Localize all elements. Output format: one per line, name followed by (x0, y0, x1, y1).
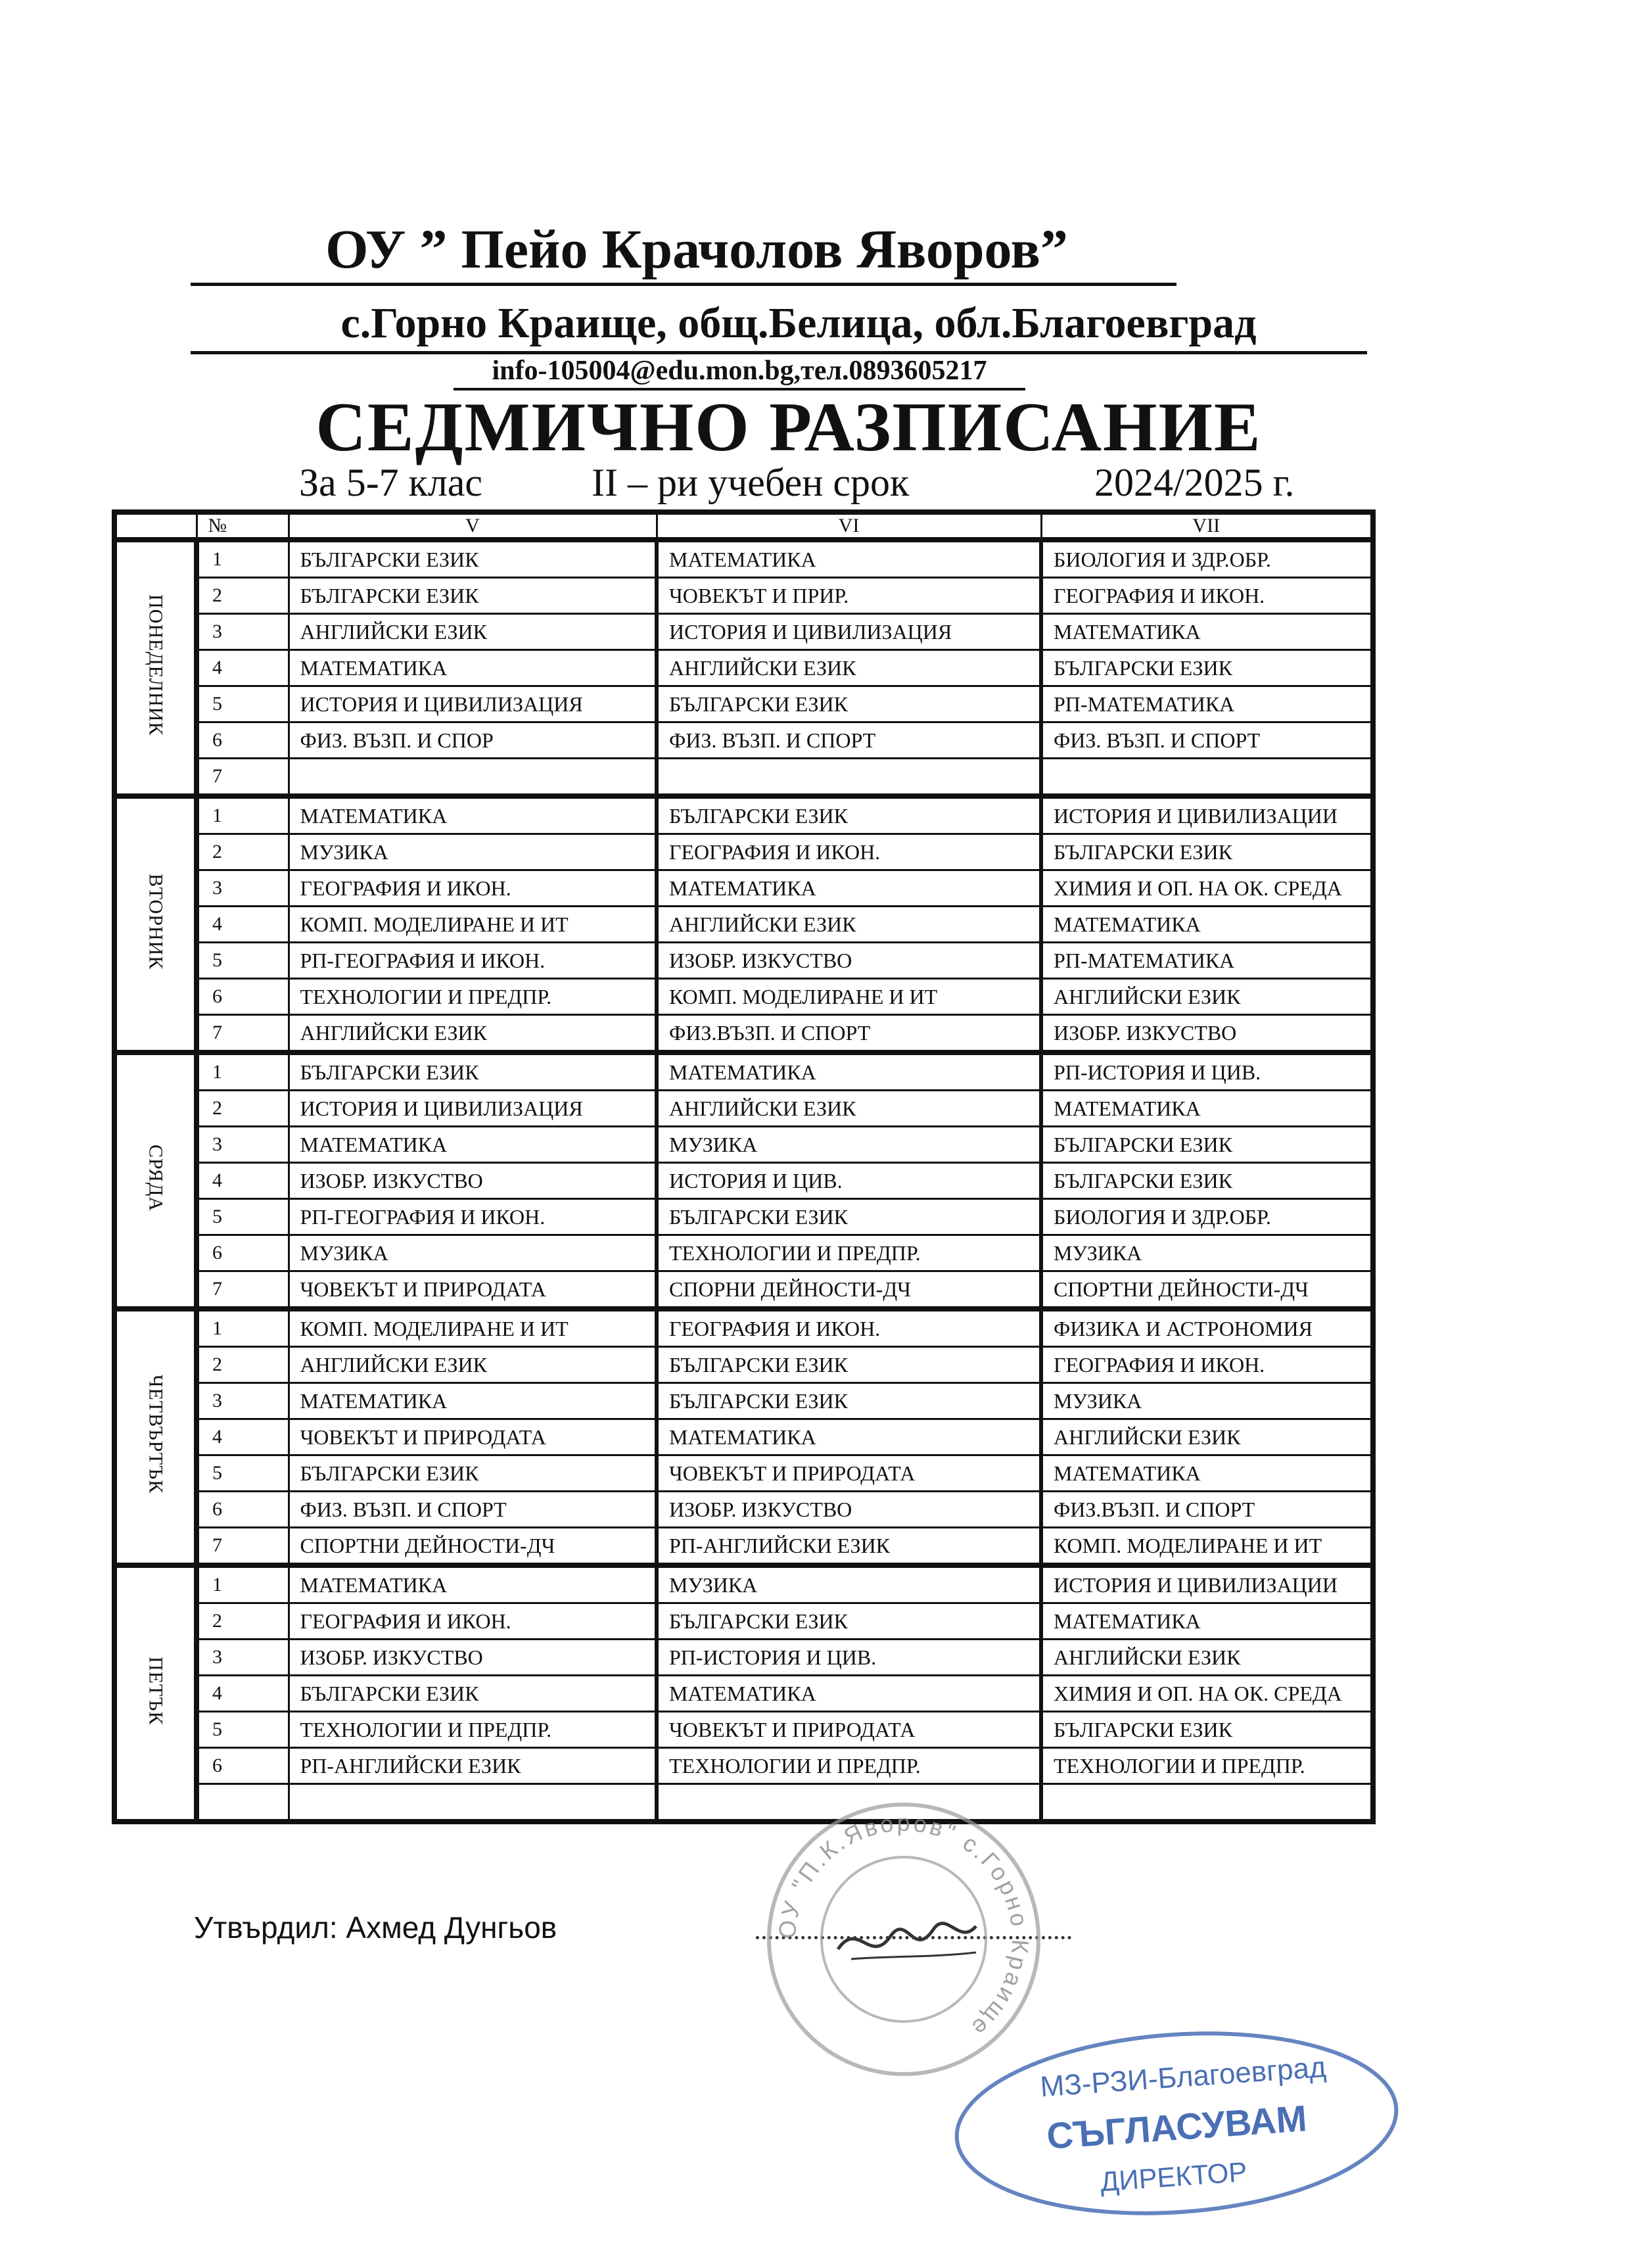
subject-grade-6: ЧОВЕКЪТ И ПРИР. (657, 578, 1041, 614)
subject-grade-7: МУЗИКА (1041, 1235, 1373, 1271)
table-row (114, 1603, 1373, 1640)
subject-grade-7: ХИМИЯ И ОП. НА ОК. СРЕДА (1041, 1676, 1373, 1712)
table-row (114, 722, 1373, 759)
subject-grade-7: АНГЛИЙСКИ ЕЗИК (1041, 979, 1373, 1015)
subject-grade-6: БЪЛГАРСКИ ЕЗИК (657, 796, 1041, 834)
table-row (114, 979, 1373, 1015)
subject-grade-6: МАТЕМАТИКА (657, 540, 1041, 578)
table-row (114, 1015, 1373, 1053)
approved-by: Утвърдил: Ахмед Дунгьов (194, 1910, 557, 1945)
subject-grade-6: ФИЗ.ВЪЗП. И СПОРТ (657, 1015, 1041, 1053)
subject-grade-7: ГЕОГРАФИЯ И ИКОН. (1041, 578, 1373, 614)
subject-grade-7 (1041, 1784, 1373, 1822)
subject-grade-5: АНГЛИЙСКИ ЕЗИК (289, 1347, 657, 1383)
table-row (114, 1199, 1373, 1235)
subject-grade-6: СПОРНИ ДЕЙНОСТИ-ДЧ (657, 1271, 1041, 1310)
subject-grade-6: ИЗОБР. ИЗКУСТВО (657, 1492, 1041, 1528)
day-name: СРЯДА (145, 1145, 167, 1212)
subject-grade-5: МАТЕМАТИКА (289, 1127, 657, 1163)
school-contact: info-105004@edu.mon.bg,тел.0893605217 (454, 354, 1025, 390)
period-number: 5 (197, 1455, 289, 1492)
page-title: СЕДМИЧНО РАЗПИСАНИЕ (315, 389, 1262, 465)
table-row (114, 870, 1373, 907)
subject-grade-6: АНГЛИЙСКИ ЕЗИК (657, 650, 1041, 686)
table-row (114, 578, 1373, 614)
subject-grade-5 (289, 1784, 657, 1822)
column-header-grade-6: VI (657, 512, 1041, 540)
period-number: 4 (197, 1676, 289, 1712)
subject-grade-6: АНГЛИЙСКИ ЕЗИК (657, 907, 1041, 943)
subject-grade-5: МУЗИКА (289, 1235, 657, 1271)
column-header-num: № (197, 512, 289, 540)
period-number: 3 (197, 1383, 289, 1419)
approval-stamp (946, 2025, 1407, 2222)
header-row (114, 512, 1373, 540)
subject-grade-7: АНГЛИЙСКИ ЕЗИК (1041, 1640, 1373, 1676)
table-row (114, 1347, 1373, 1383)
table-row (114, 1383, 1373, 1419)
period-number: 6 (197, 1492, 289, 1528)
subject-grade-6: БЪЛГАРСКИ ЕЗИК (657, 1603, 1041, 1640)
subject-grade-6: ИЗОБР. ИЗКУСТВО (657, 943, 1041, 979)
table-row (114, 759, 1373, 797)
subject-grade-7: МАТЕМАТИКА (1041, 1603, 1373, 1640)
period-number: 4 (197, 1419, 289, 1455)
subject-grade-7: РП-МАТЕМАТИКА (1041, 943, 1373, 979)
school-name: ОУ ” Пейо Крачолов Яворов” (191, 217, 1176, 286)
subject-grade-5: ТЕХНОЛОГИИ И ПРЕДПР. (289, 1712, 657, 1748)
subject-grade-7: БИОЛОГИЯ И ЗДР.ОБР. (1041, 1199, 1373, 1235)
column-header-grade-5: V (289, 512, 657, 540)
day-header-cell (114, 512, 197, 540)
subject-grade-7: ГЕОГРАФИЯ И ИКОН. (1041, 1347, 1373, 1383)
day-label (114, 1052, 197, 1309)
subject-grade-5: БЪЛГАРСКИ ЕЗИК (289, 1676, 657, 1712)
subject-grade-6: ТЕХНОЛОГИИ И ПРЕДПР. (657, 1748, 1041, 1784)
day-group (114, 1565, 1373, 1822)
subject-grade-5: БЪЛГАРСКИ ЕЗИК (289, 578, 657, 614)
subject-grade-6 (657, 759, 1041, 797)
subject-grade-5: МАТЕМАТИКА (289, 796, 657, 834)
subject-grade-5: РП-АНГЛИЙСКИ ЕЗИК (289, 1748, 657, 1784)
table-row (114, 1784, 1373, 1822)
day-group (114, 1309, 1373, 1565)
day-group (114, 796, 1373, 1052)
period-number: 5 (197, 943, 289, 979)
column-header-grade-7: VII (1041, 512, 1373, 540)
subject-grade-7: СПОРТНИ ДЕЙНОСТИ-ДЧ (1041, 1271, 1373, 1310)
table-row (114, 907, 1373, 943)
svg-text:ОУ "П.К.Яворов" с.Горно Краище (773, 1809, 1034, 2043)
period-number: 5 (197, 1712, 289, 1748)
grade-range: За 5-7 клас (299, 461, 483, 504)
subject-grade-5: ТЕХНОЛОГИИ И ПРЕДПР. (289, 979, 657, 1015)
subject-grade-7: РП-ИСТОРИЯ И ЦИВ. (1041, 1052, 1373, 1091)
table-row (114, 1528, 1373, 1566)
subject-grade-6: РП-АНГЛИЙСКИ ЕЗИК (657, 1528, 1041, 1566)
table-row (114, 1309, 1373, 1347)
subject-grade-6: ФИЗ. ВЪЗП. И СПОРТ (657, 722, 1041, 759)
table-row (114, 943, 1373, 979)
table-row (114, 1127, 1373, 1163)
stamp-line-2: СЪГЛАСУВАМ (1045, 2097, 1309, 2157)
stamp-line-1: МЗ-РЗИ-Благоевград (1039, 2050, 1328, 2104)
school-year: 2024/2025 г. (1094, 461, 1295, 504)
school-term: II – ри учебен срок (592, 461, 910, 504)
subject-grade-7: МАТЕМАТИКА (1041, 614, 1373, 650)
period-number: 6 (197, 979, 289, 1015)
period-number: 1 (197, 796, 289, 834)
subject-grade-5: МАТЕМАТИКА (289, 1565, 657, 1603)
table-row (114, 834, 1373, 870)
subject-grade-5: БЪЛГАРСКИ ЕЗИК (289, 1455, 657, 1492)
subject-grade-7: БЪЛГАРСКИ ЕЗИК (1041, 1163, 1373, 1199)
day-label (114, 796, 197, 1052)
period-number: 1 (197, 1309, 289, 1347)
table-row (114, 1271, 1373, 1310)
subject-grade-7: БЪЛГАРСКИ ЕЗИК (1041, 1127, 1373, 1163)
subject-grade-5: ИСТОРИЯ И ЦИВИЛИЗАЦИЯ (289, 686, 657, 722)
subject-grade-5: КОМП. МОДЕЛИРАНЕ И ИТ (289, 1309, 657, 1347)
table-row (114, 686, 1373, 722)
table-row (114, 1455, 1373, 1492)
school-address: с.Горно Краище, общ.Белица, обл.Благоевград (191, 296, 1367, 354)
subject-grade-7: ИЗОБР. ИЗКУСТВО (1041, 1015, 1373, 1053)
day-name: ЧЕТВЪРТЪК (145, 1375, 167, 1494)
subject-grade-5: БЪЛГАРСКИ ЕЗИК (289, 1052, 657, 1091)
table-row (114, 1748, 1373, 1784)
subject-grade-6: ЧОВЕКЪТ И ПРИРОДАТА (657, 1712, 1041, 1748)
signature-scribble (838, 1924, 976, 1949)
subject-grade-7: МУЗИКА (1041, 1383, 1373, 1419)
subject-grade-7: АНГЛИЙСКИ ЕЗИК (1041, 1419, 1373, 1455)
subject-grade-6: ИСТОРИЯ И ЦИВ. (657, 1163, 1041, 1199)
day-label (114, 1565, 197, 1822)
period-number: 6 (197, 1235, 289, 1271)
subject-grade-6: МУЗИКА (657, 1127, 1041, 1163)
subject-grade-7: МАТЕМАТИКА (1041, 1455, 1373, 1492)
subject-grade-5: АНГЛИЙСКИ ЕЗИК (289, 614, 657, 650)
period-number: 6 (197, 1748, 289, 1784)
subject-grade-7: БИОЛОГИЯ И ЗДР.ОБР. (1041, 540, 1373, 578)
subject-grade-5: ЧОВЕКЪТ И ПРИРОДАТА (289, 1419, 657, 1455)
day-label (114, 1309, 197, 1565)
day-name: ПОНЕДЕЛНИК (145, 594, 167, 736)
subject-grade-6: ГЕОГРАФИЯ И ИКОН. (657, 1309, 1041, 1347)
period-number: 7 (197, 1528, 289, 1566)
subject-grade-5: ЧОВЕКЪТ И ПРИРОДАТА (289, 1271, 657, 1310)
period-number: 5 (197, 1199, 289, 1235)
subject-grade-6: ЧОВЕКЪТ И ПРИРОДАТА (657, 1455, 1041, 1492)
subject-grade-5: РП-ГЕОГРАФИЯ И ИКОН. (289, 1199, 657, 1235)
subject-grade-7: ИСТОРИЯ И ЦИВИЛИЗАЦИИ (1041, 796, 1373, 834)
subject-grade-5: ГЕОГРАФИЯ И ИКОН. (289, 870, 657, 907)
day-name: ПЕТЪК (145, 1656, 167, 1726)
subject-grade-6: БЪЛГАРСКИ ЕЗИК (657, 1383, 1041, 1419)
table-row (114, 1091, 1373, 1127)
subject-grade-6: КОМП. МОДЕЛИРАНЕ И ИТ (657, 979, 1041, 1015)
period-number: 4 (197, 650, 289, 686)
subject-grade-6: МАТЕМАТИКА (657, 1676, 1041, 1712)
table-row (114, 1419, 1373, 1455)
subject-grade-6: ГЕОГРАФИЯ И ИКОН. (657, 834, 1041, 870)
period-number: 3 (197, 1127, 289, 1163)
subject-grade-7: БЪЛГАРСКИ ЕЗИК (1041, 650, 1373, 686)
subject-grade-5: МАТЕМАТИКА (289, 1383, 657, 1419)
table-row (114, 540, 1373, 578)
period-number: 3 (197, 614, 289, 650)
subject-grade-5: ИЗОБР. ИЗКУСТВО (289, 1640, 657, 1676)
subject-grade-7: МАТЕМАТИКА (1041, 1091, 1373, 1127)
subject-grade-7: ФИЗИКА И АСТРОНОМИЯ (1041, 1309, 1373, 1347)
period-number: 7 (197, 1015, 289, 1053)
period-number: 7 (197, 1271, 289, 1310)
table-row (114, 614, 1373, 650)
period-number: 1 (197, 540, 289, 578)
period-number: 3 (197, 870, 289, 907)
schedule-table (112, 509, 1376, 1824)
day-name: ВТОРНИК (145, 873, 167, 970)
table-row (114, 1712, 1373, 1748)
subject-grade-6: ТЕХНОЛОГИИ И ПРЕДПР. (657, 1235, 1041, 1271)
table-row (114, 1492, 1373, 1528)
seal-text: ОУ "П.К.Яворов" с.Горно Краище (773, 1808, 1035, 2043)
period-number: 1 (197, 1052, 289, 1091)
period-number: 2 (197, 834, 289, 870)
table-row (114, 1565, 1373, 1603)
subject-grade-7: ТЕХНОЛОГИИ И ПРЕДПР. (1041, 1748, 1373, 1784)
subject-grade-5: ГЕОГРАФИЯ И ИКОН. (289, 1603, 657, 1640)
subject-grade-7: ИСТОРИЯ И ЦИВИЛИЗАЦИИ (1041, 1565, 1373, 1603)
subject-grade-6: РП-ИСТОРИЯ И ЦИВ. (657, 1640, 1041, 1676)
schedule-meta (299, 460, 1351, 513)
day-group (114, 540, 1373, 796)
subject-grade-5: ФИЗ. ВЪЗП. И СПОРТ (289, 1492, 657, 1528)
subject-grade-6: БЪЛГАРСКИ ЕЗИК (657, 1199, 1041, 1235)
subject-grade-5: АНГЛИЙСКИ ЕЗИК (289, 1015, 657, 1053)
subject-grade-6: АНГЛИЙСКИ ЕЗИК (657, 1091, 1041, 1127)
period-number: 2 (197, 1603, 289, 1640)
subject-grade-7: МАТЕМАТИКА (1041, 907, 1373, 943)
subject-grade-6: БЪЛГАРСКИ ЕЗИК (657, 1347, 1041, 1383)
period-number: 2 (197, 1091, 289, 1127)
table-row (114, 1163, 1373, 1199)
subject-grade-5: ИСТОРИЯ И ЦИВИЛИЗАЦИЯ (289, 1091, 657, 1127)
subject-grade-7: БЪЛГАРСКИ ЕЗИК (1041, 1712, 1373, 1748)
table-row (114, 650, 1373, 686)
subject-grade-6: МАТЕМАТИКА (657, 1419, 1041, 1455)
subject-grade-7: ФИЗ. ВЪЗП. И СПОРТ (1041, 722, 1373, 759)
period-number (197, 1784, 289, 1822)
period-number: 1 (197, 1565, 289, 1603)
table-row (114, 1640, 1373, 1676)
table-row (114, 1676, 1373, 1712)
period-number: 3 (197, 1640, 289, 1676)
subject-grade-5: РП-ГЕОГРАФИЯ И ИКОН. (289, 943, 657, 979)
period-number: 5 (197, 686, 289, 722)
subject-grade-6: МАТЕМАТИКА (657, 1052, 1041, 1091)
subject-grade-7: РП-МАТЕМАТИКА (1041, 686, 1373, 722)
stamp-line-3: ДИРЕКТОР (1099, 2156, 1248, 2198)
subject-grade-5 (289, 759, 657, 797)
period-number: 2 (197, 578, 289, 614)
subject-grade-5: МУЗИКА (289, 834, 657, 870)
subject-grade-7: БЪЛГАРСКИ ЕЗИК (1041, 834, 1373, 870)
subject-grade-7: КОМП. МОДЕЛИРАНЕ И ИТ (1041, 1528, 1373, 1566)
day-group (114, 1052, 1373, 1309)
subject-grade-5: ФИЗ. ВЪЗП. И СПОР (289, 722, 657, 759)
subject-grade-5: БЪЛГАРСКИ ЕЗИК (289, 540, 657, 578)
period-number: 7 (197, 759, 289, 797)
subject-grade-5: КОМП. МОДЕЛИРАНЕ И ИТ (289, 907, 657, 943)
table-row (114, 1235, 1373, 1271)
subject-grade-6: ИСТОРИЯ И ЦИВИЛИЗАЦИЯ (657, 614, 1041, 650)
subject-grade-7: ФИЗ.ВЪЗП. И СПОРТ (1041, 1492, 1373, 1528)
period-number: 4 (197, 907, 289, 943)
subject-grade-6: МАТЕМАТИКА (657, 870, 1041, 907)
period-number: 2 (197, 1347, 289, 1383)
day-label (114, 540, 197, 796)
period-number: 4 (197, 1163, 289, 1199)
subject-grade-5: ИЗОБР. ИЗКУСТВО (289, 1163, 657, 1199)
subject-grade-6: БЪЛГАРСКИ ЕЗИК (657, 686, 1041, 722)
subject-grade-6: МУЗИКА (657, 1565, 1041, 1603)
table-row (114, 796, 1373, 834)
subject-grade-5: МАТЕМАТИКА (289, 650, 657, 686)
subject-grade-7: ХИМИЯ И ОП. НА ОК. СРЕДА (1041, 870, 1373, 907)
subject-grade-7 (1041, 759, 1373, 797)
table-row (114, 1052, 1373, 1091)
subject-grade-5: СПОРТНИ ДЕЙНОСТИ-ДЧ (289, 1528, 657, 1566)
period-number: 6 (197, 722, 289, 759)
